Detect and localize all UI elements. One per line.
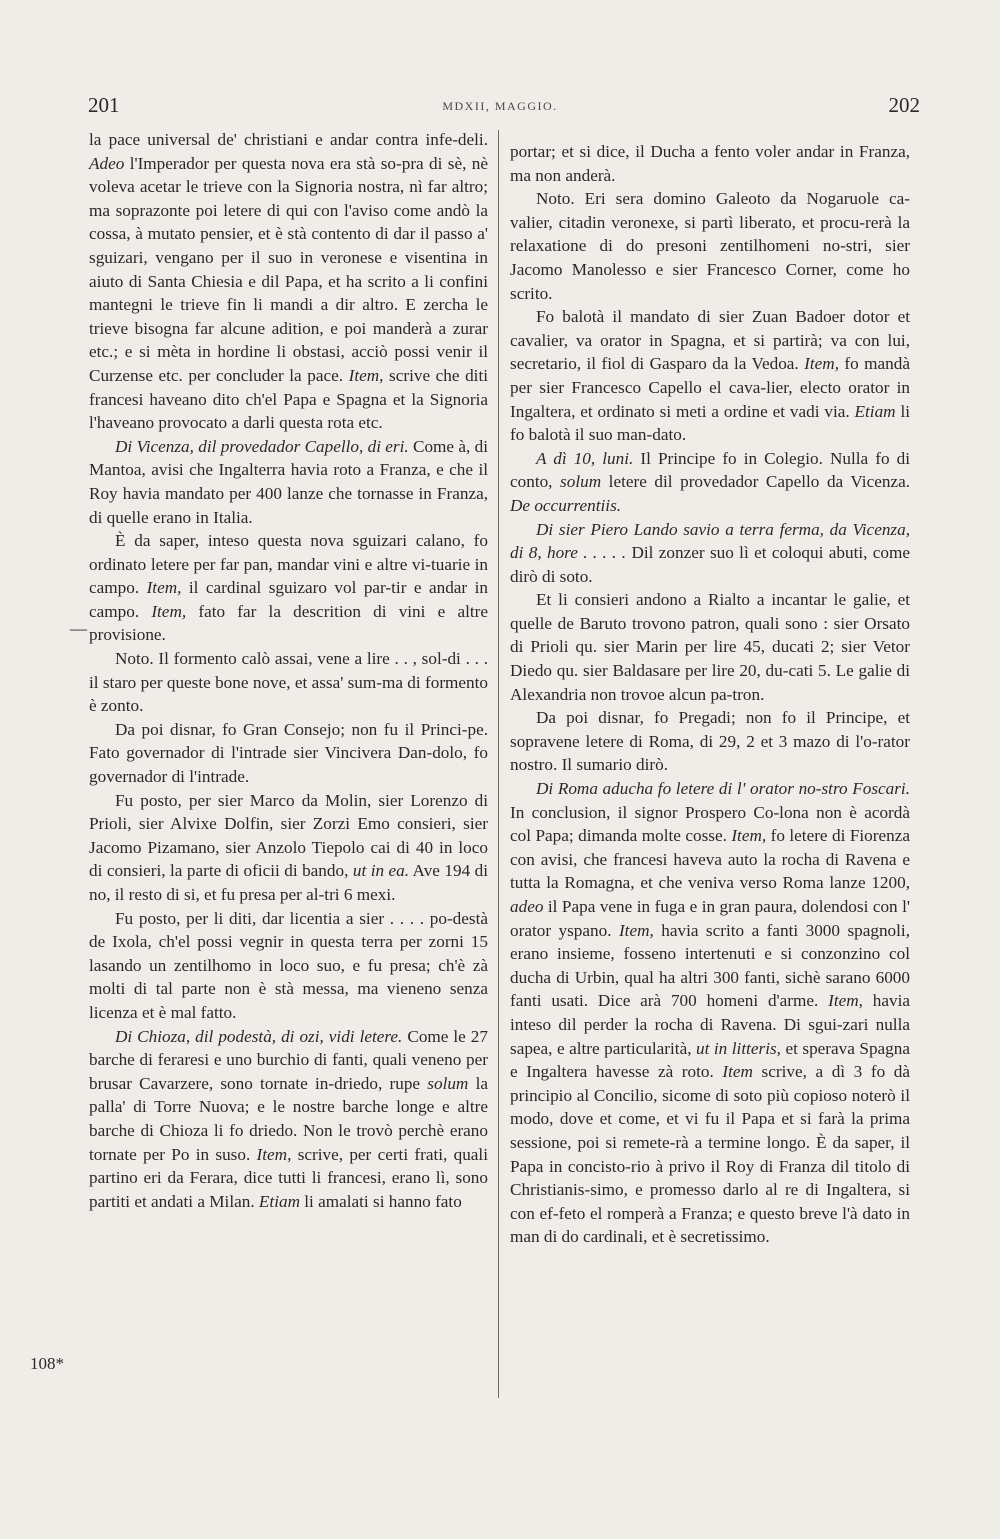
page-header: [80, 93, 920, 123]
italic-text: Item,: [151, 601, 187, 621]
italic-text: Item,: [828, 991, 863, 1011]
text-run: la pace universal de' christiani e andar contra infe-deli.: [89, 130, 488, 149]
text-run: fo mandà per sier Francesco Capello el cava-lier, electo orator in Ingaltera, et ordinato si meti a ordine et vadi via.: [510, 354, 910, 421]
italic-text: Di sier Piero Lando savio a terra ferma, da Vicenza, di 8, hore . . . . .: [510, 519, 910, 563]
text-run: Noto. Eri sera domino Galeoto da Nogaruole ca-valier, citadin veronexe, si partì liberato, et procu-rerà la relaxatione di do presoni zentilhomeni no-stri, sier Jacomo Manolesso e sier Francesco Corner, come ho scrito.: [510, 189, 910, 303]
italic-text: Di Roma aducha fo letere di l' orator no-stro Foscari.: [536, 779, 910, 799]
italic-text: adeo: [510, 897, 544, 916]
text-run: fato far la descrition di vini e altre provisione.: [89, 601, 488, 645]
text-run: letere dil provedador Capello da Vicenza.: [601, 472, 910, 492]
paragraph: [510, 305, 910, 447]
right-text-column: [510, 140, 910, 1249]
italic-text: Item,: [146, 578, 182, 598]
paragraph: [89, 128, 488, 435]
text-run: Ave 194 di no, il resto di si, et fu presa per al-tri 6 mexi.: [89, 861, 488, 904]
italic-text: Item: [722, 1062, 753, 1082]
paragraph: [510, 777, 910, 1249]
text-run: scrive che diti francesi haveano dito ch'el Papa e Spagna et la Signoria l'haveano provocato a darli questa rota etc.: [89, 365, 489, 433]
right-page-number: 202: [888, 93, 920, 117]
text-run: havia inteso dil perder la rocha di Ravena. Di sgui-zari nulla sapea, e altre particularità,: [510, 991, 910, 1058]
paragraph: [89, 435, 488, 529]
italic-text: Etiam: [258, 1191, 300, 1211]
paragraph: [89, 907, 488, 1025]
text-run: È da saper, inteso questa nova sguizari calano, fo ordinato letere per far pan, mandar vini e altre vi-tuarie in campo.: [89, 531, 488, 598]
italic-text: solum: [560, 472, 602, 492]
paragraph: [89, 529, 488, 647]
text-run: Et li consieri andono a Rialto a incantar le galie, et quelle de Baruto trovono patron, quali sono : sier Orsato di Prioli qu. sier Marin per lire 45, ducati 2; sier Vetor Diedo qu. sier Baldasare per lire 20, du-cati 5. Le galie di Alexandria non trovoe alcun pa-tron.: [510, 590, 910, 704]
text-run: Come le 27 barche di feraresi e uno burchio di fanti, quali veneno per brusar Cavarzere, sono tornate in-driedo, rupe: [89, 1026, 488, 1093]
paragraph: [510, 588, 910, 706]
italic-text: Item,: [348, 365, 384, 385]
text-run: li fo balotà il suo man-dato.: [510, 401, 910, 445]
margin-dash: —: [70, 619, 87, 638]
paragraph: [510, 706, 910, 777]
text-run: portar; et si dice, il Ducha a fento voler andar in Franza, ma non anderà.: [510, 142, 910, 185]
paragraph: [510, 518, 910, 589]
italic-text: De occurrentiis.: [510, 495, 622, 515]
italic-text: solum: [427, 1073, 469, 1093]
italic-text: Item,: [618, 920, 654, 940]
margin-note-number: 108*: [30, 1354, 64, 1373]
paragraph: [89, 1025, 488, 1214]
text-run: Fu posto, per sier Marco da Molin, sier Lorenzo di Prioli, sier Alvixe Dolfin, sier Zorzi Emo consieri, sier Jacomo Pizamano, sier Anzolo Tiepolo cai di 40 in loco di consieri, la parte di oficii di bando,: [89, 790, 488, 881]
italic-text: Di Vicenza, dil provedador Capello, di eri.: [115, 436, 409, 456]
italic-text: Di Chioza, dil podestà, di ozi, vidi letere.: [115, 1026, 403, 1046]
paragraph: [89, 647, 488, 718]
text-run: Fu posto, per li diti, dar licentia a sier . . . . po-destà de Ixola, ch'el possi vegnir in questa terra per zorni 15 lasando un zentilhomo in loco suo, e fu presa; ch'è zà molti di tal parte non è stà messa, ma vieneno senza licenza et è mal fatto.: [89, 908, 488, 1022]
text-run: Da poi disnar, fo Pregadi; non fo il Principe, et sopravene letere di Roma, di 29, 2 et 3 mazo di l'o-rator nostro. Il sumario dirò.: [510, 708, 910, 775]
text-run: li amalati si hanno fato: [299, 1191, 462, 1211]
running-title: MDXII, MAGGIO.: [442, 99, 558, 113]
text-run: Il Principe fo in Colegio. Nulla fo di conto,: [510, 448, 910, 492]
text-run: Da poi disnar, fo Gran Consejo; non fu il Princi-pe. Fato governador di l'intrade sier Vincivera Dan-dolo, fo governador di l'intrade.: [89, 719, 488, 787]
paragraph: [89, 789, 488, 907]
paragraph: [510, 447, 910, 518]
text-run: In conclusion, il signor Prospero Co-lona non è acordà col Papa; dimanda molte cosse.: [510, 802, 910, 846]
italic-text: Etiam: [854, 401, 896, 421]
text-run: havia scrito a fanti 3000 spagnoli, erano insieme, fosseno intertenuti e si conzonzino col ducha di Urbin, qual ha altri 300 fanti, sichè sarano 6000 fanti usati. Dice arà 700 homeni d'arme.: [510, 920, 910, 1011]
text-run: la palla' di Torre Nuova; e le nostre barche longe e altre barche di Chioza li fo driedo. Non le trovò perchè erano tornate per Po in suso.: [89, 1073, 488, 1164]
italic-text: A dì 10, luni.: [536, 448, 634, 468]
italic-text: Item,: [256, 1144, 292, 1164]
paragraph: [510, 187, 910, 305]
left-text-column: [89, 128, 488, 1213]
italic-text: ut in litteris,: [696, 1038, 781, 1058]
text-run: il Papa vene in fuga e in gran paura, dolendosi con l' orator yspano.: [510, 897, 910, 940]
text-run: il cardinal sguizaro vol par-tir e andar in campo.: [89, 578, 488, 621]
paragraph: [510, 140, 910, 187]
text-run: Noto. Il formento calò assai, vene a lire . . , sol-di . . . il staro per queste bone nove, et assa' sum-ma di formento è zonto.: [89, 649, 488, 716]
paragraph: [89, 718, 488, 789]
text-run: Dil zonzer suo lì et coloqui abuti, come dirò di soto.: [510, 543, 910, 586]
text-run: et sperava Spagna e Ingaltera havesse zà roto.: [510, 1038, 910, 1082]
text-run: fo letere di Fiorenza con avisi, che francesi haveva auto la rocha di Ravena e tutta la Romagna, et che veniva verso Roma lanze 1200,: [510, 826, 910, 893]
text-run: Fo balotà il mandato di sier Zuan Badoer dotor et cavalier, va orator in Spagna, et si partirà; va con lui, secretario, il fiol di Gasparo da la Vedoa.: [510, 307, 910, 374]
text-run: scrive, per certi frati, quali partino eri da Ferara, dice tutti li francesi, erano lì, sono partiti et andati a Milan.: [89, 1144, 488, 1211]
column-divider: [498, 130, 499, 1398]
italic-text: Item,: [804, 354, 839, 374]
text-run: l'Imperador per questa nova era stà so-pra di sè, nè voleva acetar le trieve con la Signoria nostra, nì far altro; ma soprazonte poi letere di qui con l'aviso come andò la cossa, à mutato pensier, et è stà contento di dar il passo a' sguizari, vengano per il suo in veronese e visentina in aiuto di Santa Chiesia e dil Papa, et ha scrito a li confini mantegni le trieve fin li mandi a dir altro. E zercha le trieve bisogna far alcune adition, e poi manderà a zurar etc.; e si mèta in hordine li obstasi, acciò possi venir il Curzense etc. per concluder la pace.: [89, 153, 488, 385]
italic-text: Adeo: [89, 153, 125, 173]
left-page-number: 201: [88, 93, 120, 117]
text-run: Come à, di Mantoa, avisi che Ingalterra havia roto a Franza, e che il Roy havia mandato per 400 lanze che tornasse in Franza, di quelle erano in Italia.: [89, 436, 488, 527]
italic-text: Item,: [731, 826, 767, 846]
italic-text: ut in ea.: [352, 861, 410, 881]
text-run: scrive, a dì 3 fo dà principio al Concilio, sicome di soto più copioso noterò il modo, dove et come, et vi fu il Papa et si farà la prima sessione, poi si remete-rà a termine longo. È da saper, il Papa in concisto-rio à privo il Roy di Franza dil titolo di Christianis-simo, e promesso darlo al re di Ingaltera, si con ef-feto el romperà a Franza; e questo breve l'à dato in man di do cardinali, et è secretissimo.: [510, 1062, 910, 1247]
